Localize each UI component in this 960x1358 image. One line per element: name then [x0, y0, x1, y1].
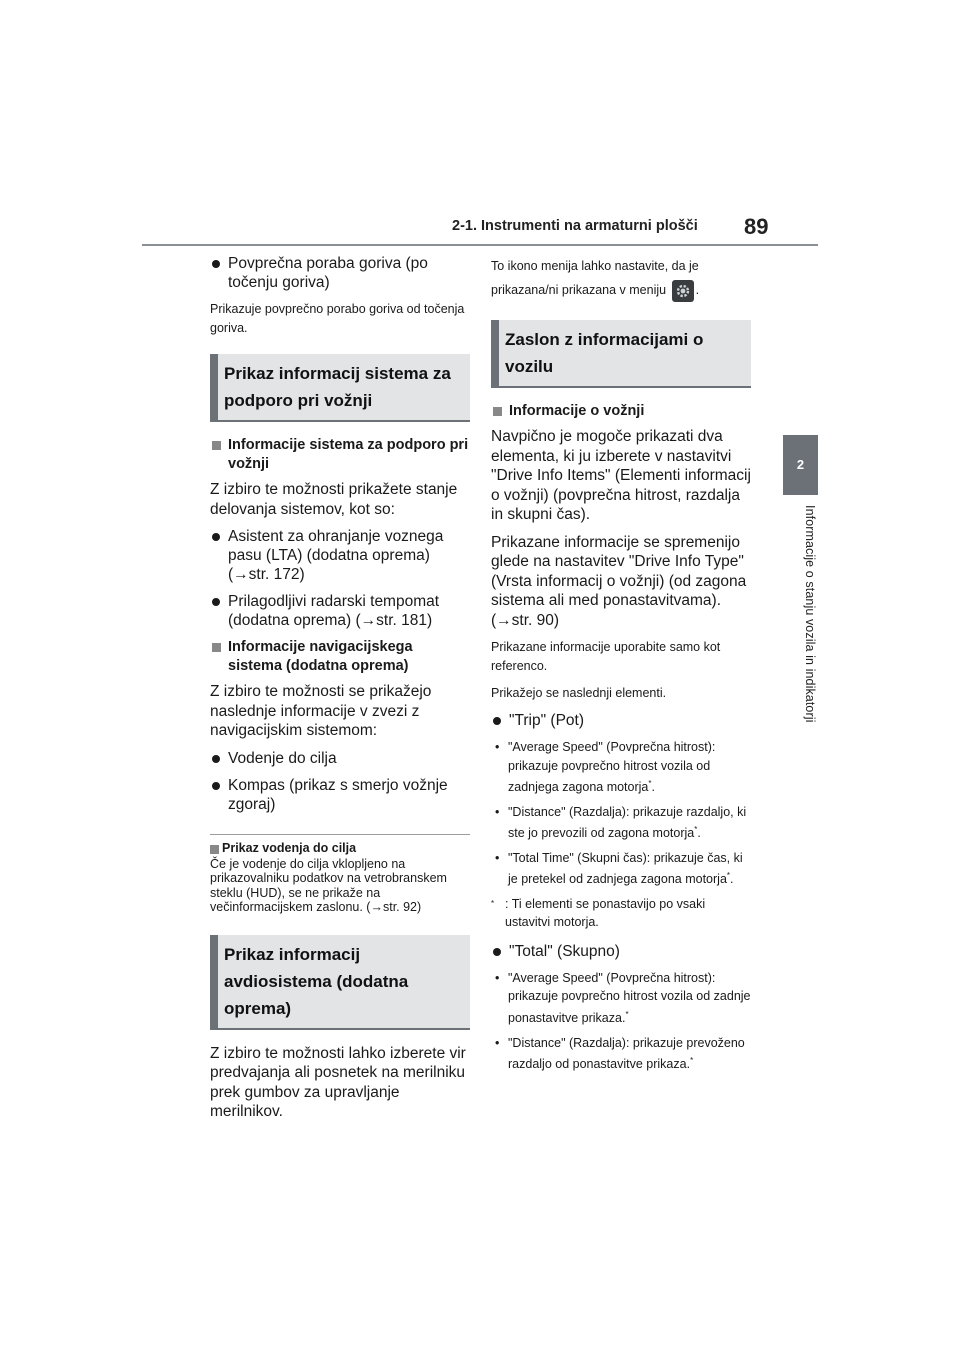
bullet-icon: [493, 948, 501, 956]
bullet-item: Povprečna poraba goriva (po točenju goriva): [210, 254, 470, 292]
bullet-item: Prilagodljivi radarski tempomat (dodatna oprema) (→str. 181): [210, 592, 470, 630]
note-text: Če je vodenje do cilja vklopljeno na prikazovalniku podatkov na vetrobranskem steklu (HUD), se ne prikaže na večinformacijskem zaslonu. (→str. 92): [210, 856, 447, 914]
bullet-item: Vodenje do cilja: [210, 749, 470, 768]
paragraph: Z izbiro te možnosti se prikažejo naslednje informacije v zvezi z navigacijskim sistemom:: [210, 683, 432, 739]
bullet-icon: [212, 598, 220, 606]
paragraph-small: Prikazane informacije uporabite samo kot referenco.: [491, 640, 721, 673]
list-item: • "Distance" (Razdalja): prikazuje razdaljo, ki ste jo prevozili od zagona motorja*.: [495, 804, 747, 841]
chapter-tab: 2: [783, 435, 818, 495]
list-item: • "Distance" (Razdalja): prikazuje prevoženo razdaljo od ponastavitve prikaza.*: [495, 1035, 745, 1072]
subheading: Informacije o vožnji: [491, 402, 751, 421]
page-number: 89: [744, 214, 769, 239]
bullet-icon: [493, 717, 501, 725]
section-heading: Zaslon z informacijami o vozilu: [491, 320, 751, 388]
right-column: [491, 254, 751, 1080]
paragraph: Z izbiro te možnosti prikažete stanje delovanja sistemov, kot so:: [210, 481, 458, 518]
bullet-item: Kompas (prikaz s smerjo vožnje zgoraj): [210, 776, 470, 814]
bullet-icon: [212, 260, 220, 268]
page-header: [0, 0, 960, 260]
section-heading: Prikaz informacij sistema za podporo pri vožnji: [210, 354, 470, 422]
note-heading: Prikaz vodenja do cilja: [210, 834, 470, 855]
paragraph-small: Prikazuje povprečno porabo goriva od točenja goriva.: [210, 302, 465, 335]
square-bullet-icon: [493, 407, 502, 416]
bullet-icon: [212, 533, 220, 541]
gear-settings-icon: [672, 280, 694, 302]
bullet-item: "Total" (Skupno): [491, 942, 751, 961]
bullet-item: Asistent za ohranjanje voznega pasu (LTA) (dodatna oprema) (→str. 172): [210, 527, 470, 584]
bullet-icon: [212, 755, 220, 763]
bullet-item: "Trip" (Pot): [491, 711, 751, 730]
section-title: 2-1. Instrumenti na armaturni plošči: [452, 218, 698, 234]
paragraph: Prikazane informacije se spremenijo glede na nastavitev "Drive Info Type" (Vrsta informacij o vožnji) (od zagona sistema ali med ponastavitvama). (→str. 90): [491, 533, 747, 629]
paragraph: Z izbiro te možnosti lahko izberete vir predvajanja ali posnetek na merilniku prek gumbov za upravljanje merilnikov.: [210, 1044, 466, 1120]
left-column: [210, 254, 470, 1130]
subheading: Informacije navigacijskega sistema (dodatna oprema): [210, 638, 470, 676]
square-bullet-icon: [210, 845, 219, 854]
list-item: • "Average Speed" (Povprečna hitrost): prikazuje povprečno hitrost vozila od zadnjega zagona motorja*.: [495, 740, 716, 795]
paragraph-small: To ikono menija lahko nastavite, da je prikazana/ni prikazana v meniju .: [491, 254, 751, 302]
paragraph-small: Prikažejo se naslednji elementi.: [491, 686, 667, 700]
square-bullet-icon: [212, 441, 221, 450]
bullet-icon: [212, 782, 220, 790]
list-item: • "Average Speed" (Povprečna hitrost): prikazuje povprečno hitrost vozila od zadnje ponastavitve prikaza.*: [495, 970, 751, 1026]
chapter-side-title: Informacije o stanju vozila in indikatorji: [803, 505, 817, 723]
subheading: Informacije sistema za podporo pri vožnji: [210, 436, 470, 474]
square-bullet-icon: [212, 643, 221, 652]
paragraph: Navpično je mogoče prikazati dva elementa, ki ju izberete v nastavitvi "Drive Info Items" (Elementi informacij o vožnji) (povprečna hitrost, razdalja in skupni čas).: [491, 428, 751, 523]
header-divider: [142, 244, 818, 246]
section-heading: Prikaz informacij avdiosistema (dodatna oprema): [210, 935, 470, 1030]
list-item: • "Total Time" (Skupni čas): prikazuje čas, ki je pretekel od zadnjega zagona motorja*.: [495, 850, 743, 887]
footnote: * : Ti elementi se ponastavijo po vsaki ustavitvi motorja.: [491, 896, 706, 930]
